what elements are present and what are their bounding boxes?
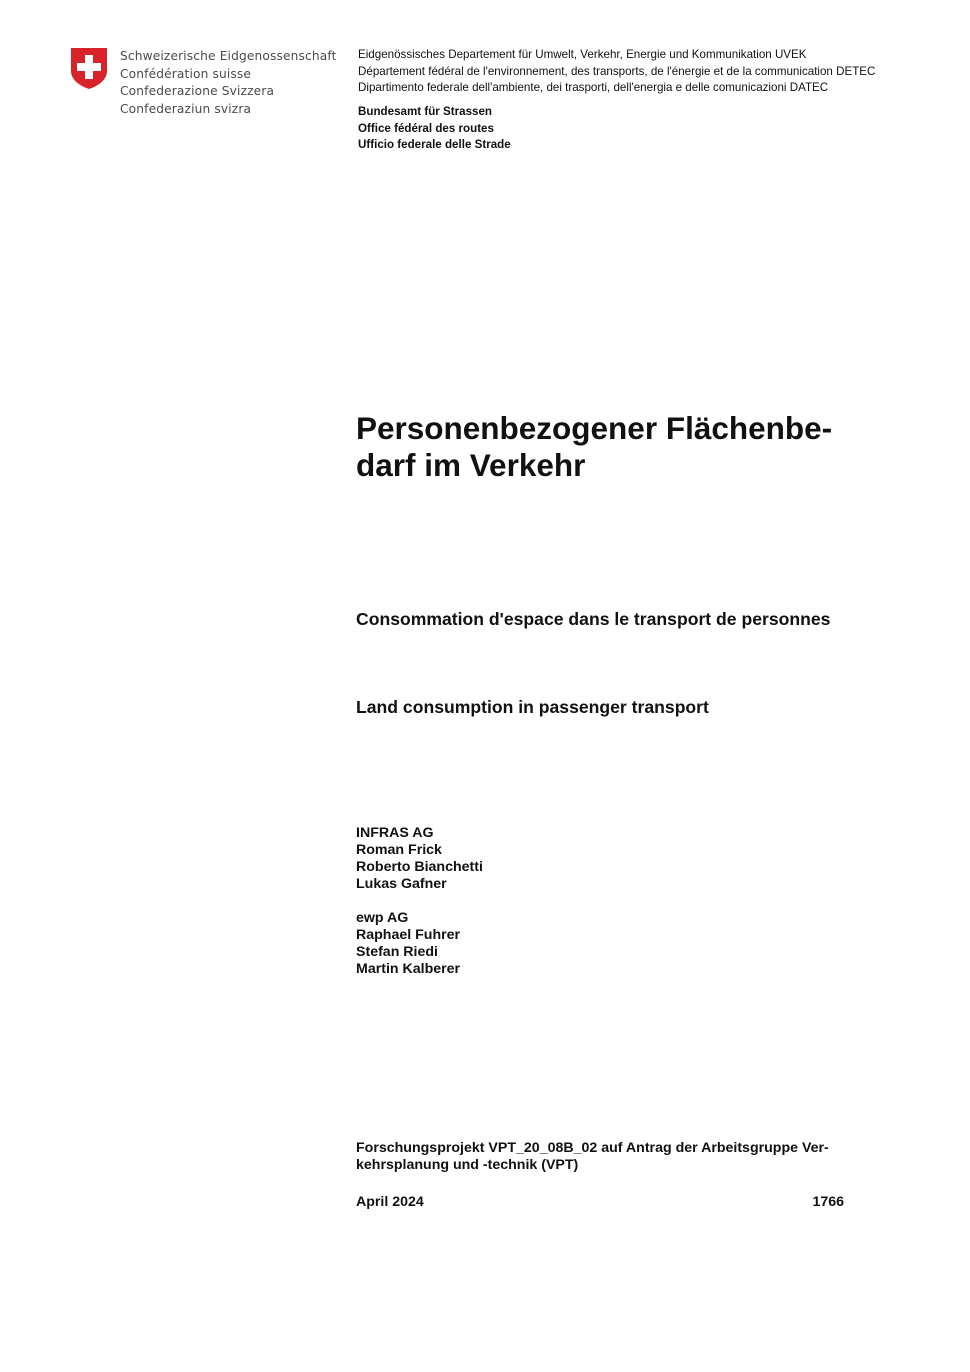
office-block — [358, 104, 511, 154]
confederation-name-rm: Confederaziun svizra — [120, 101, 252, 116]
title-line-2: darf im Verkehr — [356, 447, 586, 483]
confederation-name-de: Schweizerische Eidgenossenschaft — [120, 49, 337, 63]
department-it: Dipartimento federale dell'ambiente, dei trasporti, dell'energia e delle comunicazioni DATEC — [358, 81, 829, 94]
author-organization: INFRAS AG — [356, 825, 434, 841]
author-organization: ewp AG — [356, 910, 409, 926]
author-name: Stefan Riedi — [356, 944, 438, 960]
confederation-names — [120, 48, 337, 118]
project-line-1: Forschungsprojekt VPT_20_08B_02 auf Antrag der Arbeitsgruppe Ver- — [356, 1140, 829, 1156]
project-line-2: kehrsplanung und -technik (VPT) — [356, 1157, 579, 1173]
office-fr: Office fédéral des routes — [358, 121, 494, 135]
subtitle-english: Land consumption in passenger transport — [356, 697, 709, 717]
swiss-shield-icon — [70, 47, 108, 90]
title-line-1: Personenbezogener Flächenbe- — [356, 410, 833, 446]
author-name: Lukas Gafner — [356, 876, 447, 892]
report-title — [356, 410, 896, 484]
office-it: Ufficio federale delle Strade — [358, 138, 511, 151]
department-fr: Département fédéral de l'environnement, des transports, de l'énergie et de la communication DETEC — [358, 64, 876, 78]
publication-date: April 2024 — [356, 1194, 424, 1210]
authors-infras — [356, 825, 483, 893]
department-block — [358, 47, 875, 97]
author-name: Raphael Fuhrer — [356, 927, 461, 943]
author-name: Roman Frick — [356, 842, 442, 858]
author-name: Roberto Bianchetti — [356, 859, 483, 875]
confederation-name-it: Confederazione Svizzera — [120, 84, 275, 98]
confederation-name-fr: Confédération suisse — [120, 66, 252, 81]
subtitle-french: Consommation d'espace dans le transport de personnes — [356, 609, 831, 629]
report-number: 1766 — [812, 1194, 844, 1210]
project-description — [356, 1140, 856, 1174]
department-de: Eidgenössisches Departement für Umwelt, Verkehr, Energie und Kommunikation UVEK — [358, 48, 807, 61]
authors-ewp — [356, 910, 460, 978]
author-name: Martin Kalberer — [356, 961, 461, 977]
office-de: Bundesamt für Strassen — [358, 105, 493, 118]
